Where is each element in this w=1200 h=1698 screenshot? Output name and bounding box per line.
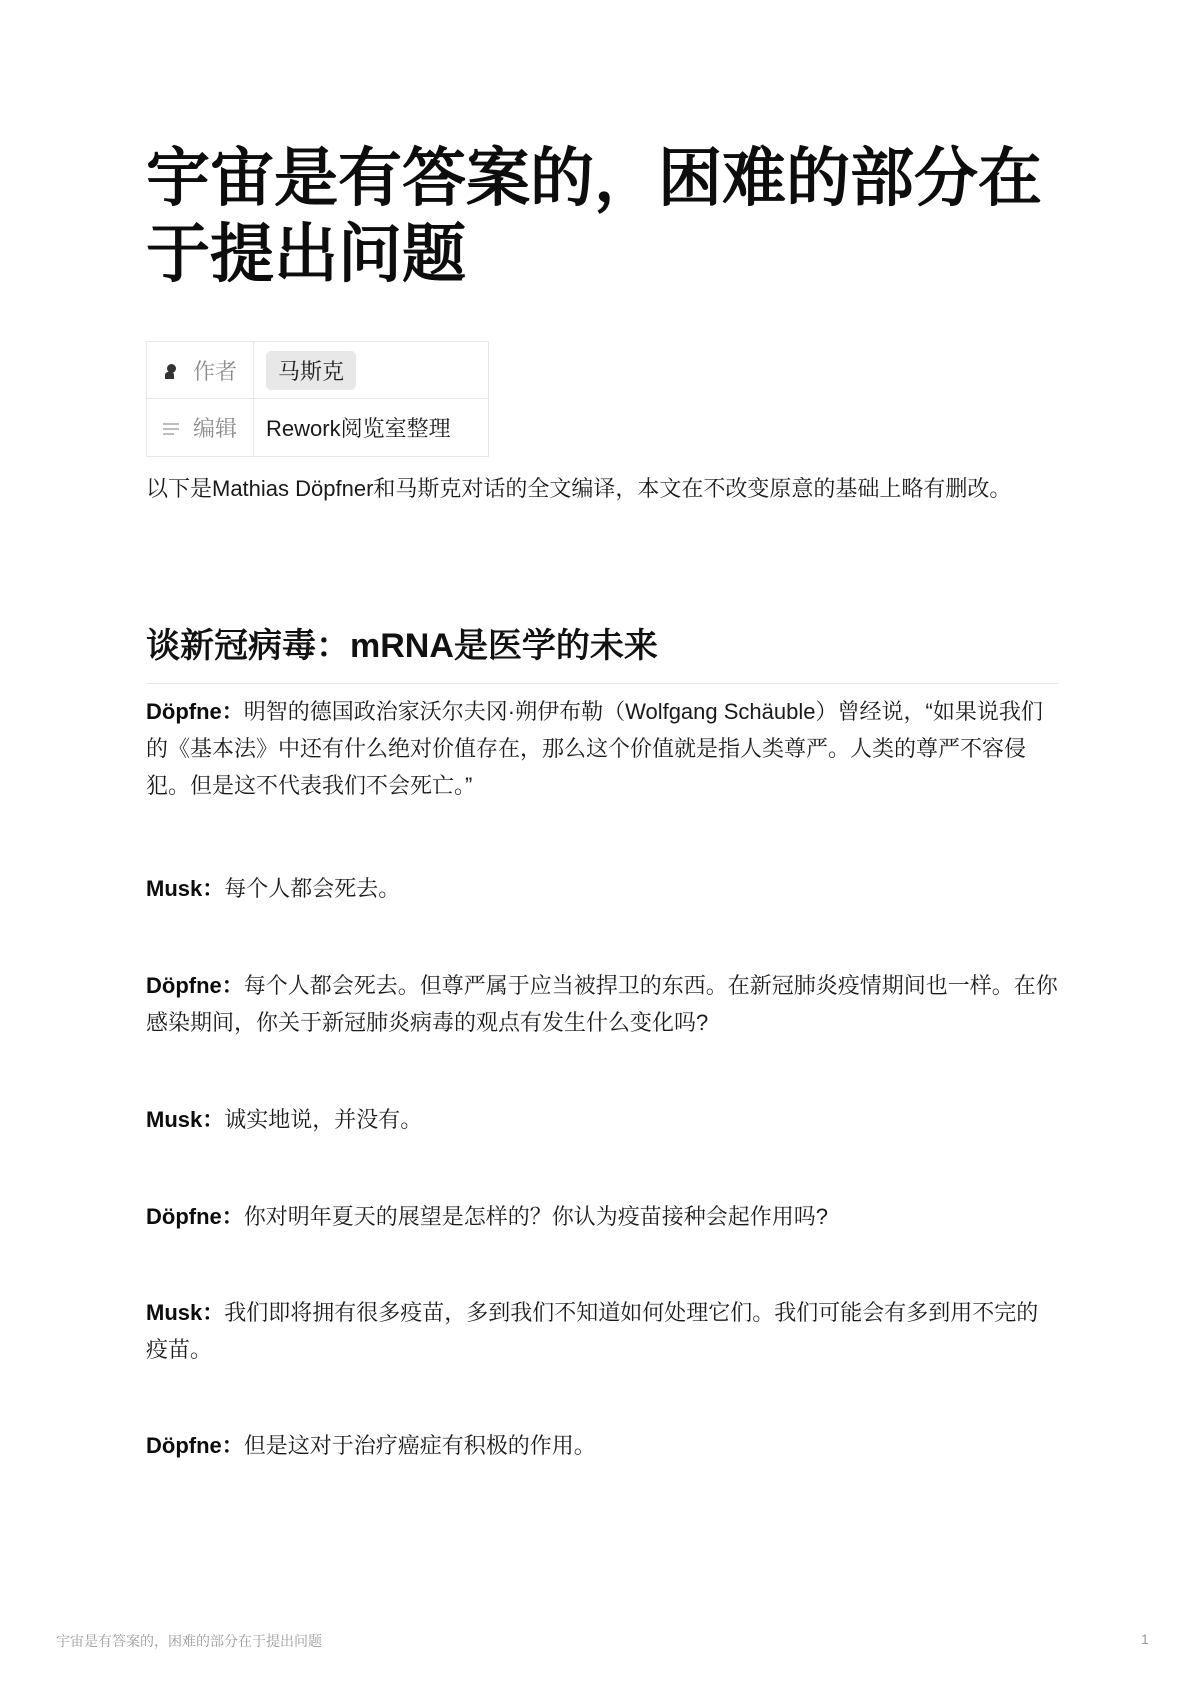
- property-key-label: 作者: [193, 358, 238, 384]
- dialogue-text: 你对明年夏天的展望是怎样的？你认为疫苗接种会起作用吗?: [243, 1204, 829, 1229]
- editor-value: Rework阅览室整理: [266, 416, 451, 441]
- properties-table: [146, 341, 489, 457]
- dialogue-paragraph: [146, 967, 1058, 1041]
- property-value-author[interactable]: [254, 342, 489, 398]
- dialogue-text: 但是这对于治疗癌症有积极的作用。: [243, 1433, 596, 1458]
- dialogue-paragraph: [146, 1294, 1058, 1368]
- speaker-label: Musk：: [146, 1300, 225, 1325]
- dialogue-paragraph: [146, 1198, 1058, 1235]
- property-key-author: [146, 342, 254, 398]
- dialogue-text: 每个人都会死去。: [224, 876, 401, 901]
- page-number: 1: [1141, 1631, 1149, 1647]
- person-icon: [161, 360, 181, 380]
- text-lines-icon: [161, 418, 181, 438]
- property-key-label: 编辑: [193, 416, 238, 441]
- dialogue-paragraph: [146, 870, 1058, 907]
- section-heading: 谈新冠病毒：mRNA是医学的未来: [146, 627, 658, 665]
- dialogue-text: 我们即将拥有很多疫苗，多到我们不知道如何处理它们。我们可能会有多到用不完的疫苗。: [146, 1300, 1039, 1362]
- dialogue-paragraph: [146, 693, 1058, 804]
- intro-paragraph: 以下是Mathias Döpfner和马斯克对话的全文编译，本文在不改变原意的基础上略有删改。: [146, 476, 1012, 501]
- dialogue-paragraph: [146, 1427, 1058, 1464]
- page-title: 宇宙是有答案的，困难的部分在于提出问题: [146, 142, 1042, 290]
- property-key-editor: [146, 399, 254, 456]
- speaker-label: Döpfne：: [146, 973, 244, 998]
- speaker-label: Musk：: [146, 1107, 225, 1132]
- dialogue-text: 明智的德国政治家沃尔夫冈·朔伊布勒（Wolfgang Schäuble）曾经说，“如果说我们的《基本法》中还有什么绝对价值存在，那么这个价值就是指人类尊严。人类的尊严不容侵犯。但是这不代表我们不会死亡。”: [146, 699, 1043, 798]
- footer-title: 宇宙是有答案的，困难的部分在于提出问题: [56, 1633, 322, 1649]
- author-tag[interactable]: 马斯克: [266, 351, 356, 390]
- property-value-editor[interactable]: [254, 399, 489, 456]
- speaker-label: Döpfne：: [146, 1433, 244, 1458]
- heading-divider: [146, 683, 1058, 684]
- dialogue-paragraph: [146, 1101, 1058, 1138]
- speaker-label: Musk：: [146, 876, 225, 901]
- speaker-label: Döpfne：: [146, 1204, 244, 1229]
- property-row-editor: [146, 399, 489, 456]
- dialogue-text: 每个人都会死去。但尊严属于应当被捍卫的东西。在新冠肺炎疫情期间也一样。在你感染期间，你关于新冠肺炎病毒的观点有发生什么变化吗?: [146, 973, 1058, 1035]
- speaker-label: Döpfne：: [146, 699, 244, 724]
- dialogue-text: 诚实地说，并没有。: [224, 1107, 423, 1132]
- property-row-author: [146, 342, 489, 399]
